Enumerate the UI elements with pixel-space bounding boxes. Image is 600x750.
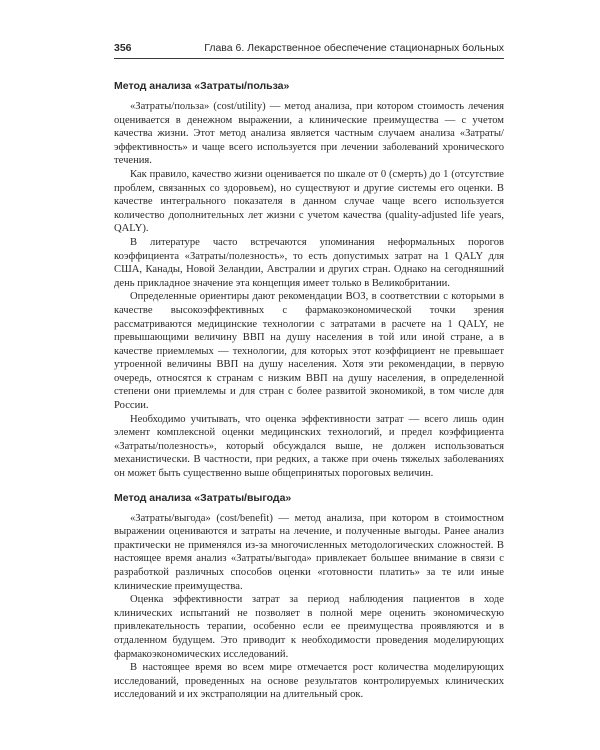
paragraph: Как правило, качество жизни оценивается по шкале от 0 (смерть) до 1 (отсутствие проблем, связанных со здоровьем), но существуют и другие системы его оценки. В качестве интегрального показателя в данном случае чаще всего используется количество дополнительных лет жизни с учетом качества (quality-adjusted life years, QALY). — [114, 168, 504, 235]
paragraph: В литературе часто встречаются упоминания неформальных порогов коэффициента «Затраты/полезность», то есть допустимых затрат на 1 QALY для США, Канады, Новой Зеландии, Австралии и других стран. Однако на сегодняшний день прикладное значение эта концепция имеет только в Великобритании. — [114, 236, 504, 289]
page-content — [114, 40, 504, 702]
section-heading-cost-utility: Метод анализа «Затраты/польза» — [114, 80, 290, 92]
paragraph: «Затраты/выгода» (cost/benefit) — метод анализа, при котором в стоимостном выражении оцениваются и затраты на лечение, и полученные выгоды. Ранее анализ практически не применялся из-за многочисленных методологических сложностей. В настоящее время анализ «Затраты/выгода» привлекает большее внимание в связи с разработкой различных способов оценки «готовности платить» за те или иные клинические преимущества. — [114, 512, 504, 592]
page-number: 356 — [114, 42, 132, 54]
paragraph: Определенные ориентиры дают рекомендации ВОЗ, в соответствии с которыми в качестве высокоэффективных с фармакоэкономической точки зрения рассматриваются медицинские технологии с затратами в расчете на 1 QALY, не превышающими величину ВВП на душу населения в той или иной стране, а в качестве приемлемых — технологии, для которых этот коэффициент не превышает утроенной величины ВВП на душу населения. Хотя эти рекомендации, в первую очередь, относятся к странам с низким ВВП на душу населения, в определенной степени они приемлемы и для стран с более развитой экономикой, в том числе для России. — [114, 291, 504, 412]
paragraph: В настоящее время во всем мире отмечается рост количества моделирующих исследований, проведенных на основе результатов контролируемых клинических исследований и их экстраполяции на длительный срок. — [114, 662, 504, 701]
running-header — [114, 40, 504, 59]
paragraph: Оценка эффективности затрат за период наблюдения пациентов в ходе клинических испытаний не позволяет в полной мере оценить экономическую привлекательность терапии, особенно если ее преимущества проявляются и в отдаленном будущем. Это приводит к необходимости проведения моделирующих фармакоэкономических исследований. — [114, 594, 504, 660]
paragraph: Необходимо учитывать, что оценка эффективности затрат — всего лишь один элемент комплексной оценки медицинских технологий, и предел коэффициента «Затраты/полезность», который обсуждался выше, не должен использоваться механистически. В частности, при редких, а также при очень тяжелых заболеваниях он может быть существенно выше общепринятых пороговых величин. — [114, 413, 504, 480]
chapter-title: Глава 6. Лекарственное обеспечение стационарных больных — [204, 42, 504, 54]
paragraph: «Затраты/польза» (cost/utility) — метод анализа, при котором стоимость лечения оценивается в денежном выражении, а клинические преимущества — с учетом качества жизни. Этот метод анализа является частным случаем анализа «Затраты/эффективность» и чаще всего используется при лечении заболеваний хронического течения. — [114, 101, 504, 167]
section-heading-cost-benefit: Метод анализа «Затраты/выгода» — [114, 491, 292, 504]
